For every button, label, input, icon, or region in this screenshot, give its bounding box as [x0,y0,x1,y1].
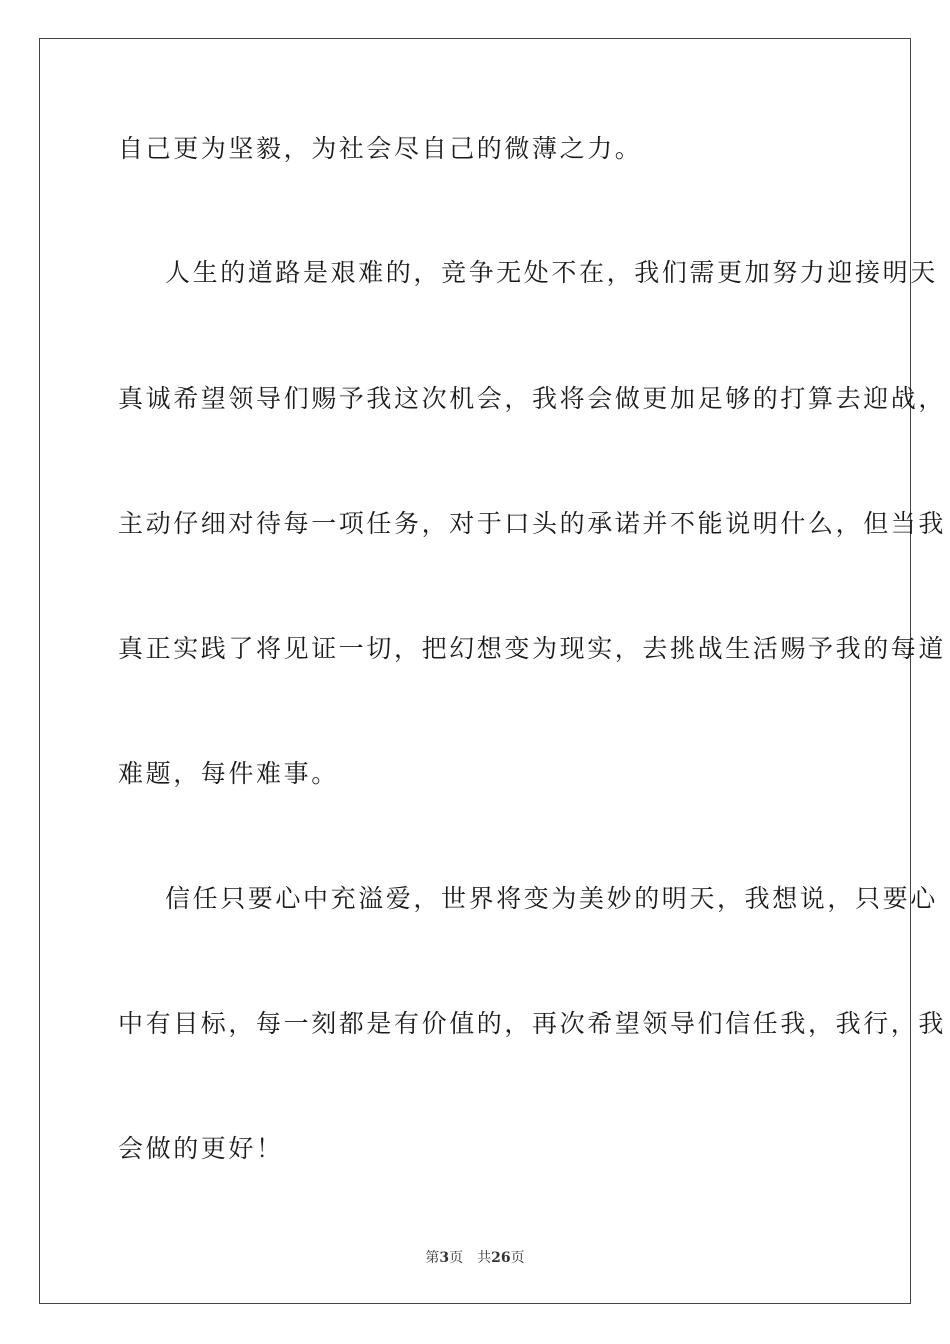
total-prefix: 共 [477,1250,492,1266]
page-frame [39,38,911,1304]
page-footer [0,1247,950,1267]
text-line-8: 中有目标，每一刻都是有价值的，再次希望领导们信任我，我行，我 [118,1009,947,1038]
page-prefix: 第 [425,1250,440,1266]
current-page-number: 3 [439,1250,450,1266]
text-line-7: 信任只要心中充溢爱，世界将变为美妙的明天，我想说，只要心 [165,884,938,913]
total-pages-number: 26 [491,1250,511,1266]
total-suffix: 页 [510,1250,525,1266]
text-line-6: 难题，每件难事。 [118,759,339,788]
text-line-3: 真诚希望领导们赐予我这次机会，我将会做更加足够的打算去迎战， [118,384,947,413]
text-line-4: 主动仔细对待每一项任务，对于口头的承诺并不能说明什么，但当我 [118,509,947,538]
page-suffix: 页 [449,1250,464,1266]
text-line-9: 会做的更好！ [118,1134,284,1163]
text-line-1: 自己更为坚毅，为社会尽自己的微薄之力。 [118,134,643,163]
text-line-2: 人生的道路是艰难的，竞争无处不在，我们需更加努力迎接明天 [165,258,938,287]
text-line-5: 真正实践了将见证一切，把幻想变为现实，去挑战生活赐予我的每道 [118,634,947,663]
